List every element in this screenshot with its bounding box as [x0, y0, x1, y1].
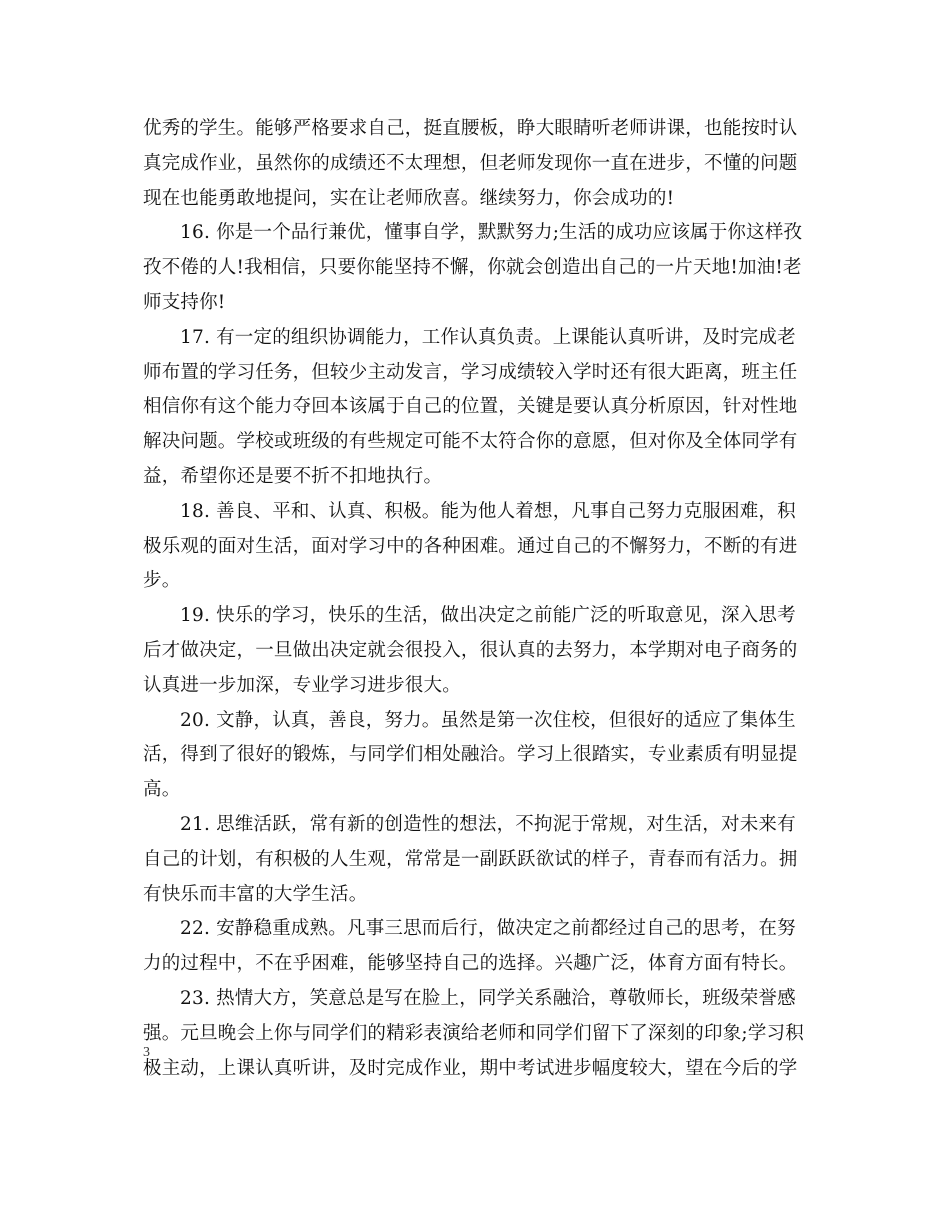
text-line: 师布置的学习任务，但较少主动发言，学习成绩较入学时还有很大距离，班主任: [143, 361, 798, 383]
text-line: 认真进一步加深，专业学习进步很大。: [143, 674, 461, 696]
text-line: 强。元旦晚会上你与同学们的精彩表演给老师和同学们留下了深刻的印象;学习积: [143, 1022, 804, 1044]
text-line: 18. 善良、平和、认真、积极。能为他人着想，凡事自己努力克服困难，积: [180, 500, 796, 522]
text-line: 20. 文静，认真，善良，努力。虽然是第一次住校，但很好的适应了集体生: [180, 709, 796, 731]
text-line: 步。: [143, 570, 181, 592]
text-line: 现在也能勇敢地提问，实在让老师欣喜。继续努力，你会成功的!: [143, 187, 675, 209]
text-line: 后才做决定，一旦做出决定就会很投入，很认真的去努力，本学期对电子商务的: [143, 639, 798, 661]
text-line: 师支持你!: [143, 291, 226, 313]
text-line: 孜不倦的人!我相信，只要你能坚持不懈，你就会创造出自己的一片天地!加油!老: [143, 257, 802, 279]
text-line: 23. 热情大方，笑意总是写在脸上，同学关系融洽，尊敬师长，班级荣誉感: [180, 987, 796, 1009]
text-line: 17. 有一定的组织协调能力，工作认真负责。上课能认真听讲，及时完成老: [180, 326, 796, 348]
text-line: 力的过程中，不在乎困难，能够坚持自己的选择。兴趣广泛，体育方面有特长。: [143, 953, 798, 975]
text-line: 22. 安静稳重成熟。凡事三思而后行，做决定之前都经过自己的思考，在努: [180, 918, 796, 940]
text-line: 真完成作业，虽然你的成绩还不太理想，但老师发现你一直在进步，不懂的问题: [143, 152, 798, 174]
document-body: [143, 112, 811, 1086]
text-line: 有快乐而丰富的大学生活。: [143, 883, 368, 905]
text-line: 极主动，上课认真听讲，及时完成作业，期中考试进步幅度较大，望在今后的学: [143, 1057, 798, 1079]
text-line: 19. 快乐的学习，快乐的生活，做出决定之前能广泛的听取意见，深入思考: [180, 605, 796, 627]
page-number: 3: [143, 1045, 150, 1060]
text-line: 益，希望你还是要不折不扣地执行。: [143, 465, 443, 487]
text-line: 极乐观的面对生活，面对学习中的各种困难。通过自己的不懈努力，不断的有进: [143, 535, 798, 557]
text-line: 高。: [143, 779, 181, 801]
text-line: 解决问题。学校或班级的有些规定可能不太符合你的意愿，但对你及全体同学有: [143, 431, 798, 453]
text-line: 自己的计划，有积极的人生观，常常是一副跃跃欲试的样子，青春而有活力。拥: [143, 848, 798, 870]
text-line: 相信你有这个能力夺回本该属于自己的位置，关键是要认真分析原因，针对性地: [143, 396, 798, 418]
text-line: 21. 思维活跃，常有新的创造性的想法，不拘泥于常规，对生活，对未来有: [180, 813, 796, 835]
text-line: 活，得到了很好的锻炼，与同学们相处融洽。学习上很踏实，专业素质有明显提: [143, 744, 798, 766]
text-line: 优秀的学生。能够严格要求自己，挺直腰板，睁大眼睛听老师讲课，也能按时认: [143, 118, 798, 139]
text-line: 16. 你是一个品行兼优，懂事自学，默默努力;生活的成功应该属于你这样孜: [180, 222, 803, 244]
